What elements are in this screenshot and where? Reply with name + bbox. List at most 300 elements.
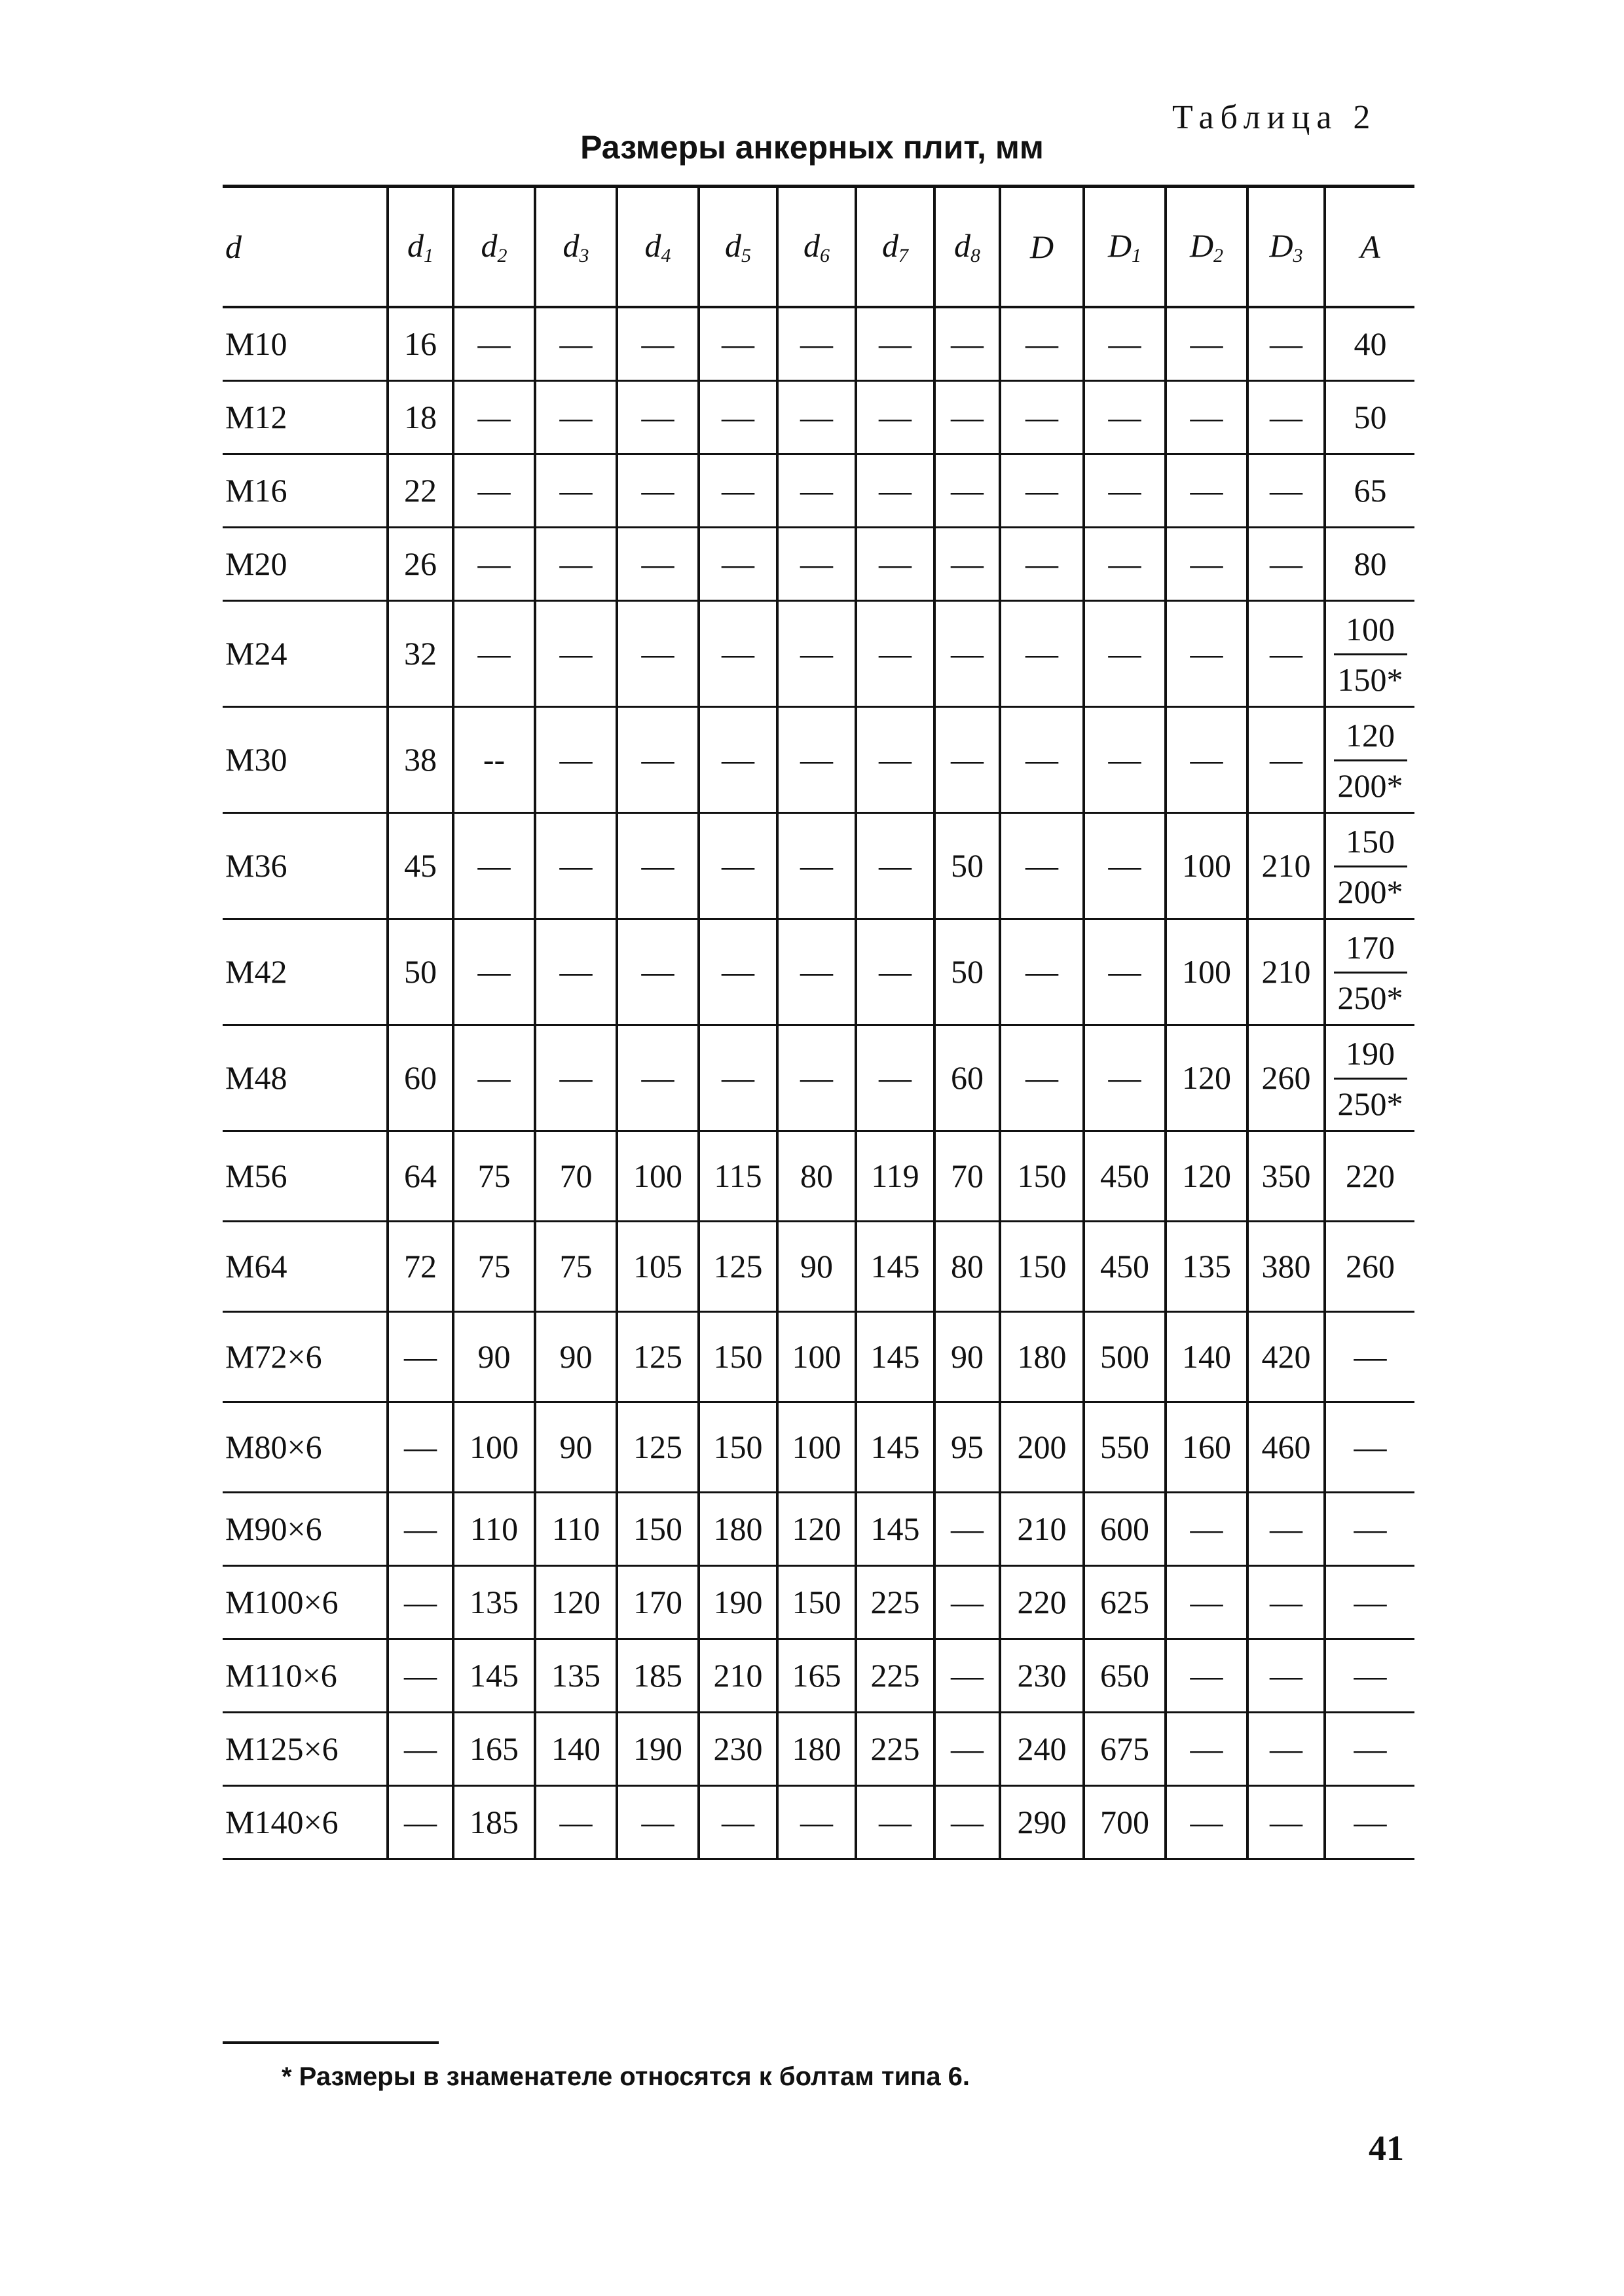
dimension-cell: 80	[934, 1221, 1000, 1311]
column-header	[617, 187, 699, 308]
bolt-size-cell: M10	[223, 307, 388, 380]
bolt-size-cell: M110×6	[223, 1639, 388, 1712]
column-header-symbol: A	[1360, 228, 1380, 265]
plate-size-fraction	[1334, 1030, 1407, 1125]
table-row	[223, 812, 1414, 919]
dimension-cell: 120	[777, 1492, 856, 1565]
dimension-cell: 72	[388, 1221, 453, 1311]
dimension-cell: —	[1247, 1785, 1325, 1859]
dimension-cell: 150	[699, 1311, 777, 1402]
plate-size-numerator: 170	[1334, 924, 1407, 974]
dimension-cell: —	[1247, 527, 1325, 600]
dimension-cell: 625	[1084, 1565, 1166, 1639]
dimension-cell: 60	[934, 1025, 1000, 1131]
table-row	[223, 527, 1414, 600]
dimension-cell: —	[617, 454, 699, 527]
table-row	[223, 1565, 1414, 1639]
table-header-row	[223, 187, 1414, 308]
dimension-cell: —	[535, 706, 617, 812]
dimension-cell: 18	[388, 380, 453, 454]
dimension-cell: 145	[453, 1639, 535, 1712]
dimension-cell: 165	[777, 1639, 856, 1712]
column-header-symbol: d	[644, 227, 661, 264]
dimension-cell: 210	[1247, 812, 1325, 919]
dimension-cell: 135	[535, 1639, 617, 1712]
dimension-cell: —	[777, 454, 856, 527]
dimension-cell: 165	[453, 1712, 535, 1785]
dimension-cell: 145	[856, 1402, 934, 1492]
dimension-cell: 22	[388, 454, 453, 527]
dimension-cell: 185	[453, 1785, 535, 1859]
plate-size-numerator: 100	[1334, 606, 1407, 655]
plate-size-numerator: 190	[1334, 1030, 1407, 1080]
plate-size-cell: —	[1325, 1402, 1414, 1492]
dimension-cell: 115	[699, 1131, 777, 1221]
dimension-cell: 60	[388, 1025, 453, 1131]
dimension-cell: —	[1166, 600, 1247, 706]
dimension-cell: 290	[1000, 1785, 1084, 1859]
dimension-cell: 460	[1247, 1402, 1325, 1492]
plate-size-numerator: 150	[1334, 818, 1407, 867]
bolt-size-cell: M100×6	[223, 1565, 388, 1639]
dimension-cell: —	[856, 527, 934, 600]
column-header-symbol: d	[407, 227, 424, 264]
dimension-cell: —	[1000, 919, 1084, 1025]
dimension-cell: —	[1000, 527, 1084, 600]
column-header-subscript: 8	[970, 245, 980, 266]
dimension-cell: —	[777, 1785, 856, 1859]
dimension-cell: —	[535, 1025, 617, 1131]
dimension-cell: 110	[453, 1492, 535, 1565]
bolt-size-cell: M16	[223, 454, 388, 527]
dimension-cell: 225	[856, 1712, 934, 1785]
dimension-cell: —	[777, 380, 856, 454]
dimension-cell: —	[1247, 1712, 1325, 1785]
dimension-cell: 50	[934, 919, 1000, 1025]
column-header	[1166, 187, 1247, 308]
column-header	[453, 187, 535, 308]
plate-size-cell: —	[1325, 1565, 1414, 1639]
plate-size-fraction	[1334, 712, 1407, 807]
dimension-cell: 110	[535, 1492, 617, 1565]
column-header-symbol: d	[563, 227, 580, 264]
table-row	[223, 1785, 1414, 1859]
dimension-cell: 210	[699, 1639, 777, 1712]
dimension-cell: 75	[535, 1221, 617, 1311]
table-row	[223, 1712, 1414, 1785]
dimension-cell: 50	[388, 919, 453, 1025]
column-header-symbol: d	[481, 227, 498, 264]
dimension-cell: 150	[1000, 1221, 1084, 1311]
plate-size-denominator: 200*	[1337, 873, 1403, 910]
dimension-cell: —	[1084, 812, 1166, 919]
dimension-cell: 700	[1084, 1785, 1166, 1859]
dimension-cell: 100	[1166, 919, 1247, 1025]
dimension-cell: —	[777, 706, 856, 812]
column-header-subscript: 3	[579, 245, 589, 266]
dimension-cell: —	[856, 706, 934, 812]
column-header-symbol: d	[803, 227, 820, 264]
dimension-cell: —	[617, 380, 699, 454]
dimension-cell: —	[1000, 812, 1084, 919]
column-header-subscript: 4	[661, 245, 671, 266]
bolt-size-cell: M42	[223, 919, 388, 1025]
dimension-cell: —	[777, 812, 856, 919]
dimension-cell: —	[699, 1785, 777, 1859]
dimension-cell: 100	[453, 1402, 535, 1492]
plate-size-fraction	[1334, 818, 1407, 913]
plate-size-cell: —	[1325, 1492, 1414, 1565]
dimension-cell: 100	[1166, 812, 1247, 919]
dimension-cell: —	[1166, 1639, 1247, 1712]
dimension-cell: 140	[535, 1712, 617, 1785]
dimension-cell: —	[699, 812, 777, 919]
bolt-size-cell: M30	[223, 706, 388, 812]
dimension-cell: —	[535, 1785, 617, 1859]
plate-size-denominator: 250*	[1337, 1085, 1403, 1122]
dimension-cell: —	[856, 1785, 934, 1859]
column-header-symbol: d	[725, 227, 741, 264]
dimension-cell: —	[1166, 1565, 1247, 1639]
dimension-cell: 100	[777, 1402, 856, 1492]
column-header-symbol: D	[1269, 227, 1293, 264]
dimension-cell: —	[535, 454, 617, 527]
dimension-cell: —	[1084, 706, 1166, 812]
dimension-cell: —	[617, 307, 699, 380]
bolt-size-cell: M20	[223, 527, 388, 600]
dimension-cell: —	[856, 1025, 934, 1131]
dimension-cell: 75	[453, 1221, 535, 1311]
dimension-cell: —	[777, 919, 856, 1025]
dimension-cell: 70	[934, 1131, 1000, 1221]
dimension-cell: —	[934, 1565, 1000, 1639]
table-row	[223, 1639, 1414, 1712]
dimension-cell: —	[934, 706, 1000, 812]
column-header	[699, 187, 777, 308]
dimension-cell: 135	[1166, 1221, 1247, 1311]
dimension-cell: 450	[1084, 1221, 1166, 1311]
table-row	[223, 919, 1414, 1025]
plate-size-denominator: 150*	[1337, 661, 1403, 698]
footnote: * Размеры в знаменателе относятся к болтам типа 6.	[282, 2062, 970, 2091]
dimension-cell: —	[388, 1565, 453, 1639]
plate-size-numerator: 120	[1334, 712, 1407, 761]
plate-size-cell	[1325, 600, 1414, 706]
dimension-cell: —	[1166, 380, 1247, 454]
dimension-cell: —	[777, 527, 856, 600]
dimension-cell: 120	[1166, 1025, 1247, 1131]
dimension-cell: 90	[934, 1311, 1000, 1402]
dimension-cell: —	[1166, 454, 1247, 527]
dimension-cell: —	[699, 307, 777, 380]
dimension-cell: —	[1247, 706, 1325, 812]
column-header-subscript: 2	[1213, 245, 1224, 266]
dimension-cell: 75	[453, 1131, 535, 1221]
dimension-cell: 95	[934, 1402, 1000, 1492]
dimension-cell: 185	[617, 1639, 699, 1712]
bolt-size-cell: M80×6	[223, 1402, 388, 1492]
dimension-cell: 125	[617, 1402, 699, 1492]
dimension-cell: —	[856, 600, 934, 706]
dimension-cell: —	[699, 600, 777, 706]
dimension-cell: —	[388, 1402, 453, 1492]
plate-size-fraction	[1334, 924, 1407, 1019]
dimension-cell: —	[699, 1025, 777, 1131]
dimension-cell: 90	[535, 1402, 617, 1492]
dimension-cell: —	[535, 307, 617, 380]
dimension-cell: —	[934, 307, 1000, 380]
dimension-cell: 145	[856, 1311, 934, 1402]
dimension-cell: —	[1247, 1565, 1325, 1639]
dimension-cell: 26	[388, 527, 453, 600]
dimension-cell: —	[453, 812, 535, 919]
dimension-cell: —	[453, 527, 535, 600]
dimension-cell: 120	[535, 1565, 617, 1639]
dimension-cell: 150	[617, 1492, 699, 1565]
dimension-cell: 120	[1166, 1131, 1247, 1221]
table-row	[223, 380, 1414, 454]
table-row	[223, 1025, 1414, 1131]
dimension-cell: —	[934, 380, 1000, 454]
column-header	[1000, 187, 1084, 308]
column-header	[934, 187, 1000, 308]
dimension-cell: —	[699, 527, 777, 600]
dimension-cell: 100	[777, 1311, 856, 1402]
dimension-cell: —	[1166, 1785, 1247, 1859]
dimension-cell: 350	[1247, 1131, 1325, 1221]
column-header-symbol: d	[225, 228, 242, 265]
dimension-cell: 230	[1000, 1639, 1084, 1712]
dimension-cell: —	[1166, 706, 1247, 812]
dimension-cell: 150	[777, 1565, 856, 1639]
dimension-cell: —	[777, 307, 856, 380]
dimension-cell: 225	[856, 1565, 934, 1639]
dimension-cell: —	[453, 600, 535, 706]
dimension-cell: 105	[617, 1221, 699, 1311]
dimension-cell: 600	[1084, 1492, 1166, 1565]
dimension-cell: 650	[1084, 1639, 1166, 1712]
footnote-rule	[223, 2041, 439, 2044]
plate-size-cell	[1325, 706, 1414, 812]
dimension-cell: 150	[699, 1402, 777, 1492]
dimension-cell: —	[453, 380, 535, 454]
column-header-subscript: 2	[497, 245, 507, 266]
column-header	[1325, 187, 1414, 308]
dimension-cell: 225	[856, 1639, 934, 1712]
dimension-cell: —	[1084, 919, 1166, 1025]
dimension-cell: —	[934, 1639, 1000, 1712]
column-header-symbol: D	[1189, 227, 1214, 264]
dimension-cell: —	[699, 706, 777, 812]
dimension-cell: --	[453, 706, 535, 812]
dimension-cell: —	[1084, 600, 1166, 706]
dimension-cell: —	[1247, 307, 1325, 380]
dimension-cell: —	[934, 600, 1000, 706]
column-header-subscript: 3	[1293, 245, 1303, 266]
bolt-size-cell: M56	[223, 1131, 388, 1221]
dimension-cell: —	[535, 380, 617, 454]
plate-size-cell	[1325, 919, 1414, 1025]
dimension-cell: 90	[535, 1311, 617, 1402]
dimension-cell: 32	[388, 600, 453, 706]
plate-size-denominator: 250*	[1337, 979, 1403, 1016]
dimension-cell: —	[1247, 1492, 1325, 1565]
dimension-cell: 16	[388, 307, 453, 380]
dimension-cell: —	[535, 812, 617, 919]
dimension-cell: 140	[1166, 1311, 1247, 1402]
dimension-cell: 190	[699, 1565, 777, 1639]
column-header-subscript: 6	[820, 245, 830, 266]
plate-size-cell	[1325, 1025, 1414, 1131]
column-header-symbol: d	[954, 227, 970, 264]
dimension-cell: —	[1166, 527, 1247, 600]
column-header-subscript: 7	[898, 245, 908, 266]
dimension-cell: 420	[1247, 1311, 1325, 1402]
dimension-cell: —	[453, 454, 535, 527]
dimension-cell: 180	[699, 1492, 777, 1565]
dimension-cell: —	[1247, 454, 1325, 527]
dimension-cell: 230	[699, 1712, 777, 1785]
dimension-cell: 125	[617, 1311, 699, 1402]
dimension-cell: 210	[1247, 919, 1325, 1025]
table-title: Размеры анкерных плит, мм	[580, 129, 1044, 166]
dimension-cell: 50	[934, 812, 1000, 919]
dimension-cell: —	[1000, 380, 1084, 454]
dimension-cell: 210	[1000, 1492, 1084, 1565]
plate-size-cell: —	[1325, 1712, 1414, 1785]
dimension-cell: 90	[453, 1311, 535, 1402]
dimension-cell: —	[388, 1712, 453, 1785]
dimension-cell: 45	[388, 812, 453, 919]
table-label: Таблица 2	[1172, 99, 1377, 136]
dimension-cell: 170	[617, 1565, 699, 1639]
dimension-cell: 70	[535, 1131, 617, 1221]
dimension-cell: —	[1084, 307, 1166, 380]
dimension-cell: —	[1084, 527, 1166, 600]
dimension-cell: —	[1084, 380, 1166, 454]
dimension-cell: —	[388, 1311, 453, 1402]
dimension-cell: —	[856, 454, 934, 527]
column-header-subscript: 1	[1132, 245, 1142, 266]
table-row	[223, 1311, 1414, 1402]
dimension-cell: 675	[1084, 1712, 1166, 1785]
dimension-cell: —	[1166, 1492, 1247, 1565]
dimension-cell: —	[934, 1712, 1000, 1785]
dimension-cell: —	[1000, 600, 1084, 706]
dimension-cell: —	[699, 454, 777, 527]
plate-size-fraction	[1334, 606, 1407, 701]
bolt-size-cell: M12	[223, 380, 388, 454]
dimension-cell: —	[934, 1785, 1000, 1859]
dimension-cell: —	[617, 1025, 699, 1131]
table-row	[223, 706, 1414, 812]
table-row	[223, 1221, 1414, 1311]
dimension-cell: 500	[1084, 1311, 1166, 1402]
column-header	[1247, 187, 1325, 308]
plate-size-cell: —	[1325, 1639, 1414, 1712]
column-header	[856, 187, 934, 308]
column-header-subscript: 5	[741, 245, 751, 266]
dimension-cell: —	[1000, 1025, 1084, 1131]
anchor-plate-table	[223, 185, 1414, 1860]
column-header	[1084, 187, 1166, 308]
table-row	[223, 1402, 1414, 1492]
dimension-cell: —	[699, 919, 777, 1025]
bolt-size-cell: M24	[223, 600, 388, 706]
bolt-size-cell: M72×6	[223, 1311, 388, 1402]
dimension-cell: 450	[1084, 1131, 1166, 1221]
column-header-symbol: d	[882, 227, 898, 264]
dimension-cell: 550	[1084, 1402, 1166, 1492]
plate-size-cell: 220	[1325, 1131, 1414, 1221]
dimension-cell: 190	[617, 1712, 699, 1785]
plate-size-cell: 260	[1325, 1221, 1414, 1311]
dimension-cell: 145	[856, 1492, 934, 1565]
table-row	[223, 1492, 1414, 1565]
dimension-cell: —	[388, 1785, 453, 1859]
table-row	[223, 454, 1414, 527]
plate-size-cell: 80	[1325, 527, 1414, 600]
dimension-cell: —	[856, 307, 934, 380]
dimension-cell: —	[453, 1025, 535, 1131]
dimension-cell: 119	[856, 1131, 934, 1221]
bolt-size-cell: M36	[223, 812, 388, 919]
table-row	[223, 600, 1414, 706]
dimension-cell: —	[617, 1785, 699, 1859]
dimension-cell: 160	[1166, 1402, 1247, 1492]
dimension-cell: —	[1000, 706, 1084, 812]
table-row	[223, 1131, 1414, 1221]
dimension-cell: 145	[856, 1221, 934, 1311]
dimension-cell: —	[856, 380, 934, 454]
dimension-cell: 180	[1000, 1311, 1084, 1402]
plate-size-cell: 40	[1325, 307, 1414, 380]
plate-size-cell: 65	[1325, 454, 1414, 527]
dimension-cell: —	[1247, 1639, 1325, 1712]
dimension-cell: —	[856, 812, 934, 919]
dimension-cell: 90	[777, 1221, 856, 1311]
column-header	[388, 187, 453, 308]
dimension-cell: —	[1166, 1712, 1247, 1785]
bolt-size-cell: M140×6	[223, 1785, 388, 1859]
column-header	[777, 187, 856, 308]
column-header-symbol: D	[1107, 227, 1132, 264]
dimension-cell: —	[934, 454, 1000, 527]
bolt-size-cell: M48	[223, 1025, 388, 1131]
dimension-cell: —	[617, 706, 699, 812]
dimension-cell: —	[856, 919, 934, 1025]
dimension-cell: —	[453, 919, 535, 1025]
dimension-cell: 135	[453, 1565, 535, 1639]
dimension-cell: —	[388, 1492, 453, 1565]
dimension-cell: 260	[1247, 1025, 1325, 1131]
dimension-cell: —	[535, 527, 617, 600]
dimension-cell: —	[388, 1639, 453, 1712]
plate-size-denominator: 200*	[1337, 767, 1403, 804]
dimension-cell: —	[535, 600, 617, 706]
dimension-cell: —	[1247, 380, 1325, 454]
plate-size-cell: —	[1325, 1311, 1414, 1402]
dimension-cell: 80	[777, 1131, 856, 1221]
plate-size-cell: —	[1325, 1785, 1414, 1859]
dimension-cell: —	[453, 307, 535, 380]
page-number: 41	[1369, 2128, 1404, 2168]
dimension-cell: 38	[388, 706, 453, 812]
dimension-cell: —	[1000, 307, 1084, 380]
dimension-cell: —	[617, 919, 699, 1025]
dimension-cell: 380	[1247, 1221, 1325, 1311]
column-header	[535, 187, 617, 308]
